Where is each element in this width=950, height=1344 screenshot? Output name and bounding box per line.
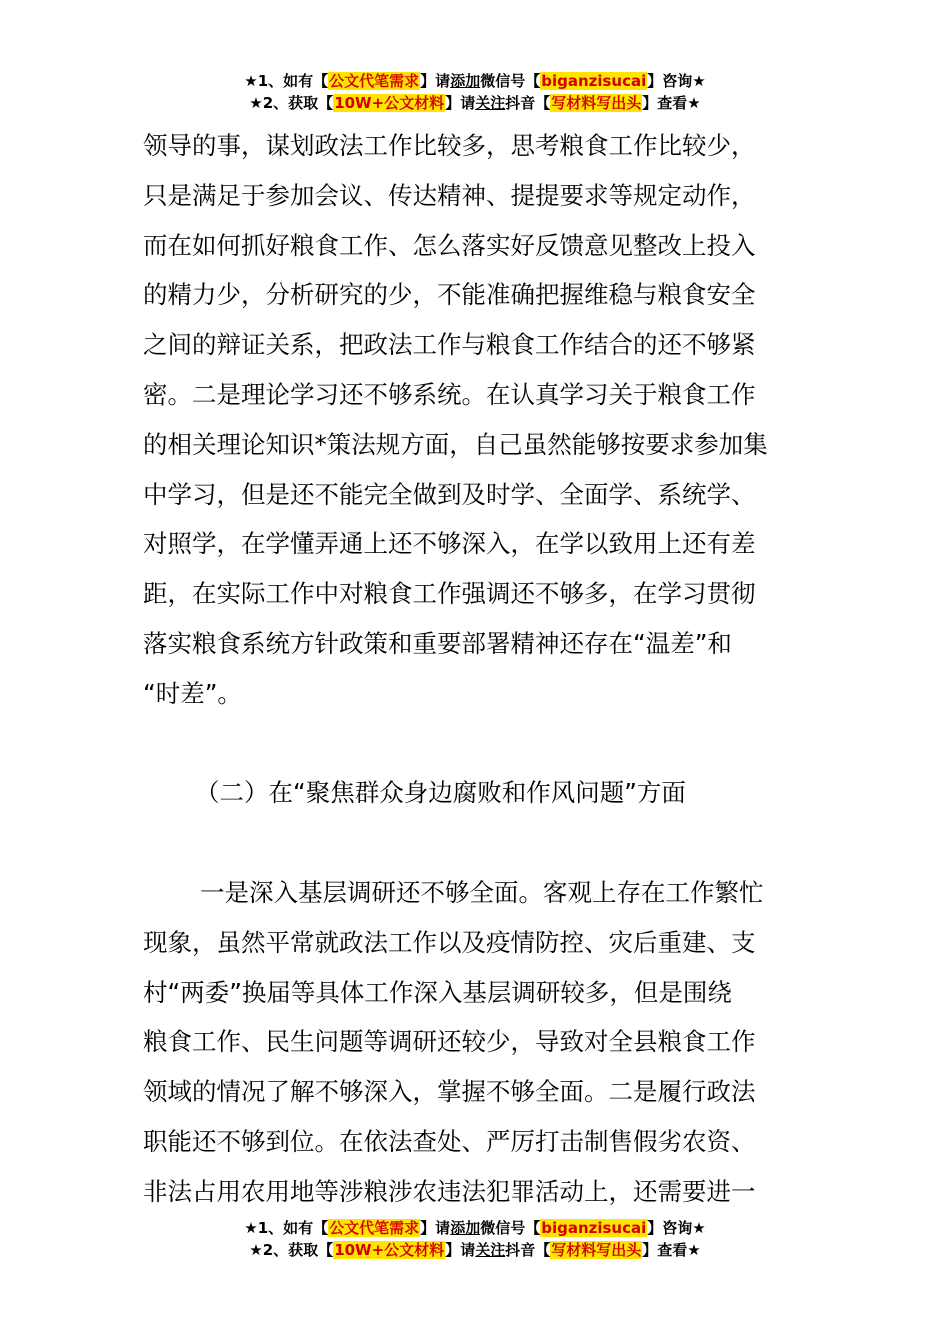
banner-text: 】查看★	[642, 1241, 701, 1259]
banner-highlight-service: 公文代笔需求	[329, 72, 420, 90]
body-line: 密。二是理论学习还不够系统。在认真学习关于粮食工作	[143, 379, 756, 409]
banner-highlight-materials: 10W+公文材料	[334, 1241, 445, 1259]
body-line: 一是深入基层调研还不够全面。客观上存在工作繁忙	[200, 877, 764, 907]
banner-text: 】咨询★	[647, 72, 706, 90]
banner-text: ★1、如有【	[244, 72, 329, 90]
banner-underlined-text: 添加	[450, 1219, 481, 1237]
banner-highlight-wechat-id: biganzisucai	[541, 1219, 647, 1237]
body-line: 的相关理论知识*策法规方面，自己虽然能够按要求参加集	[143, 429, 768, 459]
section-heading: （二）在“聚焦群众身边腐败和作风问题”方面	[195, 778, 686, 808]
body-line: 距，在实际工作中对粮食工作强调还不够多，在学习贯彻	[143, 579, 756, 609]
paragraph-gap	[143, 719, 807, 769]
body-line: 的精力少，分析研究的少，不能准确把握维稳与粮食安全	[143, 280, 756, 310]
body-line: 职能还不够到位。在依法查处、严厉打击制售假劣农资、	[143, 1126, 756, 1156]
body-line: 非法占用农用地等涉粮涉农违法犯罪活动上，还需要进一	[143, 1176, 756, 1206]
banner-underlined-text: 添加	[450, 72, 481, 90]
banner-text: 】查看★	[642, 94, 701, 112]
body-line: 而在如何抓好粮食工作、怎么落实好反馈意见整改上投入	[143, 230, 756, 260]
body-line: “时差”。	[143, 678, 242, 708]
body-line: 领导的事，谋划政法工作比较多，思考粮食工作比较少，	[143, 131, 756, 160]
body-line: 对照学，在学懂弄通上还不够深入，在学以致用上还有差	[143, 529, 756, 559]
body-line: 领域的情况了解不够深入，掌握不够全面。二是履行政法	[143, 1077, 756, 1107]
banner-text: 】请	[445, 1241, 476, 1259]
banner-text: ★2、获取【	[249, 1241, 334, 1259]
banner-line-2	[0, 1239, 950, 1261]
body-line: 只是满足于参加会议、传达精神、提提要求等规定动作，	[143, 180, 756, 210]
paragraph-gap	[143, 818, 807, 868]
banner-line-1	[0, 1217, 950, 1239]
banner-text: 微信号【	[480, 1219, 541, 1237]
document-body	[143, 121, 807, 1217]
body-line: 粮食工作、民生问题等调研还较少，导致对全县粮食工作	[143, 1027, 756, 1057]
banner-line-1	[0, 70, 950, 92]
banner-line-2	[0, 92, 950, 114]
banner-text: 抖音【	[505, 94, 551, 112]
banner-highlight-wechat-id: biganzisucai	[541, 72, 647, 90]
banner-text: 微信号【	[480, 72, 541, 90]
banner-highlight-douyin-account: 写材料写出头	[551, 94, 642, 112]
banner-underlined-text: 关注	[475, 94, 506, 112]
banner-text: ★2、获取【	[249, 94, 334, 112]
banner-text: 】请	[420, 72, 451, 90]
banner-highlight-service: 公文代笔需求	[329, 1219, 420, 1237]
banner-text: 】请	[420, 1219, 451, 1237]
body-line: 落实粮食系统方针政策和重要部署精神还存在“温差”和	[143, 628, 732, 658]
body-line: 现象，虽然平常就政法工作以及疫情防控、灾后重建、支	[143, 927, 756, 957]
banner-text: ★1、如有【	[244, 1219, 329, 1237]
banner-text: 】请	[445, 94, 476, 112]
banner-highlight-materials: 10W+公文材料	[334, 94, 445, 112]
banner-text: 抖音【	[505, 1241, 551, 1259]
body-line: 村“两委”换届等具体工作深入基层调研较多，但是围绕	[143, 977, 732, 1007]
top-banner	[0, 70, 950, 114]
body-line: 之间的辩证关系，把政法工作与粮食工作结合的还不够紧	[143, 330, 756, 360]
banner-text: 】咨询★	[647, 1219, 706, 1237]
banner-highlight-douyin-account: 写材料写出头	[551, 1241, 642, 1259]
body-line: 中学习，但是还不能完全做到及时学、全面学、系统学、	[143, 479, 756, 509]
banner-underlined-text: 关注	[475, 1241, 506, 1259]
bottom-banner	[0, 1217, 950, 1261]
